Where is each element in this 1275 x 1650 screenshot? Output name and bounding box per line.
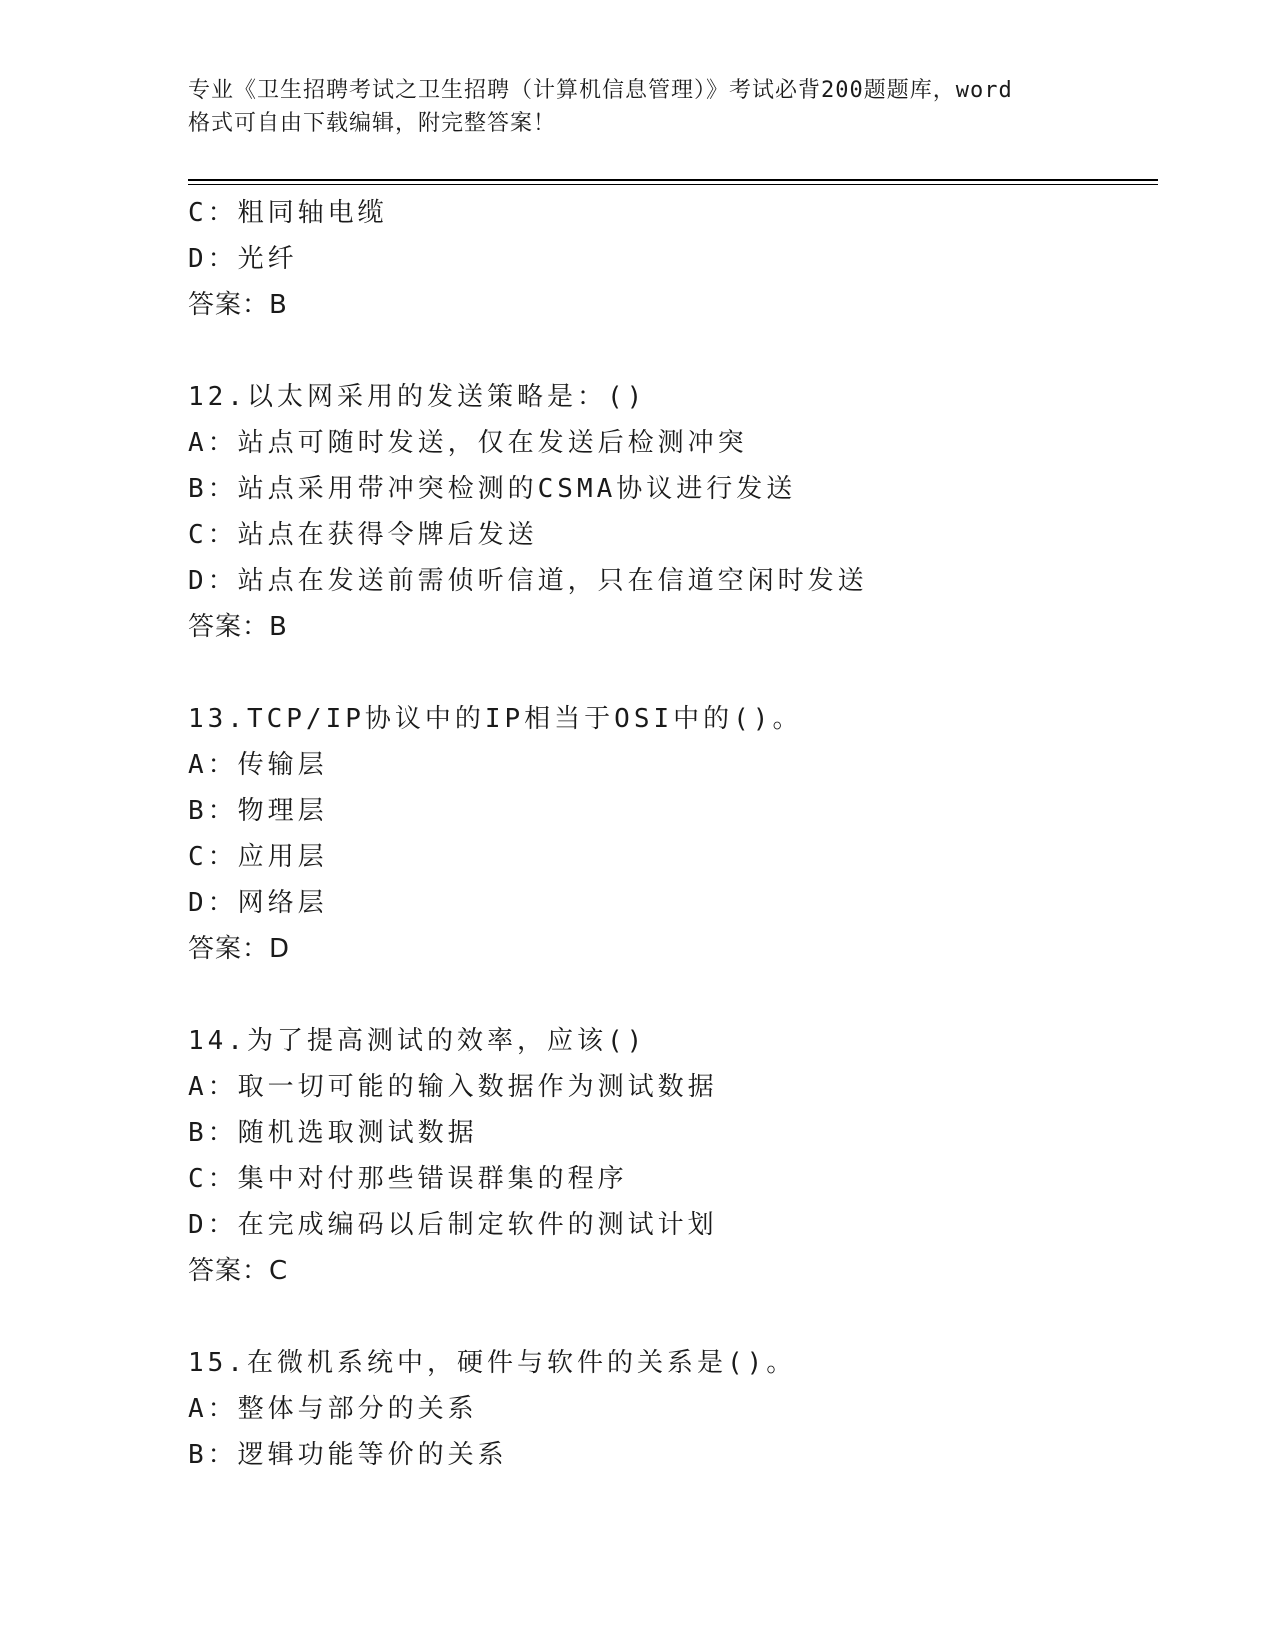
header-divider-thick (188, 179, 1158, 181)
page-header (188, 74, 1088, 140)
question-12 (188, 374, 1158, 650)
option-c: C：集中对付那些错误群集的程序 (188, 1164, 628, 1194)
header-line-2: 格式可自由下载编辑，附完整答案！ (188, 111, 557, 136)
option-a: A：取一切可能的输入数据作为测试数据 (188, 1072, 718, 1102)
question-13 (188, 696, 1158, 972)
question-stem: 15.在微机系统中，硬件与软件的关系是()。 (188, 1348, 797, 1378)
spacer (188, 650, 1158, 696)
option-a: A：整体与部分的关系 (188, 1394, 478, 1424)
answer: 答案：B (188, 612, 288, 642)
spacer (188, 972, 1158, 1018)
option-b: B：随机选取测试数据 (188, 1118, 478, 1148)
question-stem: 12.以太网采用的发送策略是：() (188, 382, 647, 412)
option-a: A：传输层 (188, 750, 328, 780)
spacer (188, 1294, 1158, 1340)
option-b: B：站点采用带冲突检测的CSMA协议进行发送 (188, 474, 797, 504)
answer: 答案：D (188, 934, 291, 964)
question-15 (188, 1340, 1158, 1478)
answer: 答案：C (188, 1256, 289, 1286)
answer: 答案：B (188, 290, 288, 320)
option-c: C：应用层 (188, 842, 328, 872)
option-b: B：逻辑功能等价的关系 (188, 1440, 508, 1470)
option-d: D：在完成编码以后制定软件的测试计划 (188, 1210, 718, 1240)
option-c: C：站点在获得令牌后发送 (188, 520, 538, 550)
question-stem: 14.为了提高测试的效率，应该() (188, 1026, 647, 1056)
question-stem: 13.TCP/IP协议中的IP相当于OSI中的()。 (188, 704, 803, 734)
spacer (188, 328, 1158, 374)
question-list (188, 190, 1158, 1478)
header-line-1: 专业《卫生招聘考试之卫生招聘（计算机信息管理）》考试必背200题题库，word (188, 78, 1013, 103)
option-d: D：站点在发送前需侦听信道，只在信道空闲时发送 (188, 566, 868, 596)
option-b: B：物理层 (188, 796, 328, 826)
question-14 (188, 1018, 1158, 1294)
option-d: D：光纤 (188, 244, 298, 274)
option-d: D：网络层 (188, 888, 328, 918)
option-a: A：站点可随时发送，仅在发送后检测冲突 (188, 428, 748, 458)
question-11-continued (188, 190, 1158, 328)
option-c: C：粗同轴电缆 (188, 198, 388, 228)
header-divider-thin (188, 184, 1158, 185)
